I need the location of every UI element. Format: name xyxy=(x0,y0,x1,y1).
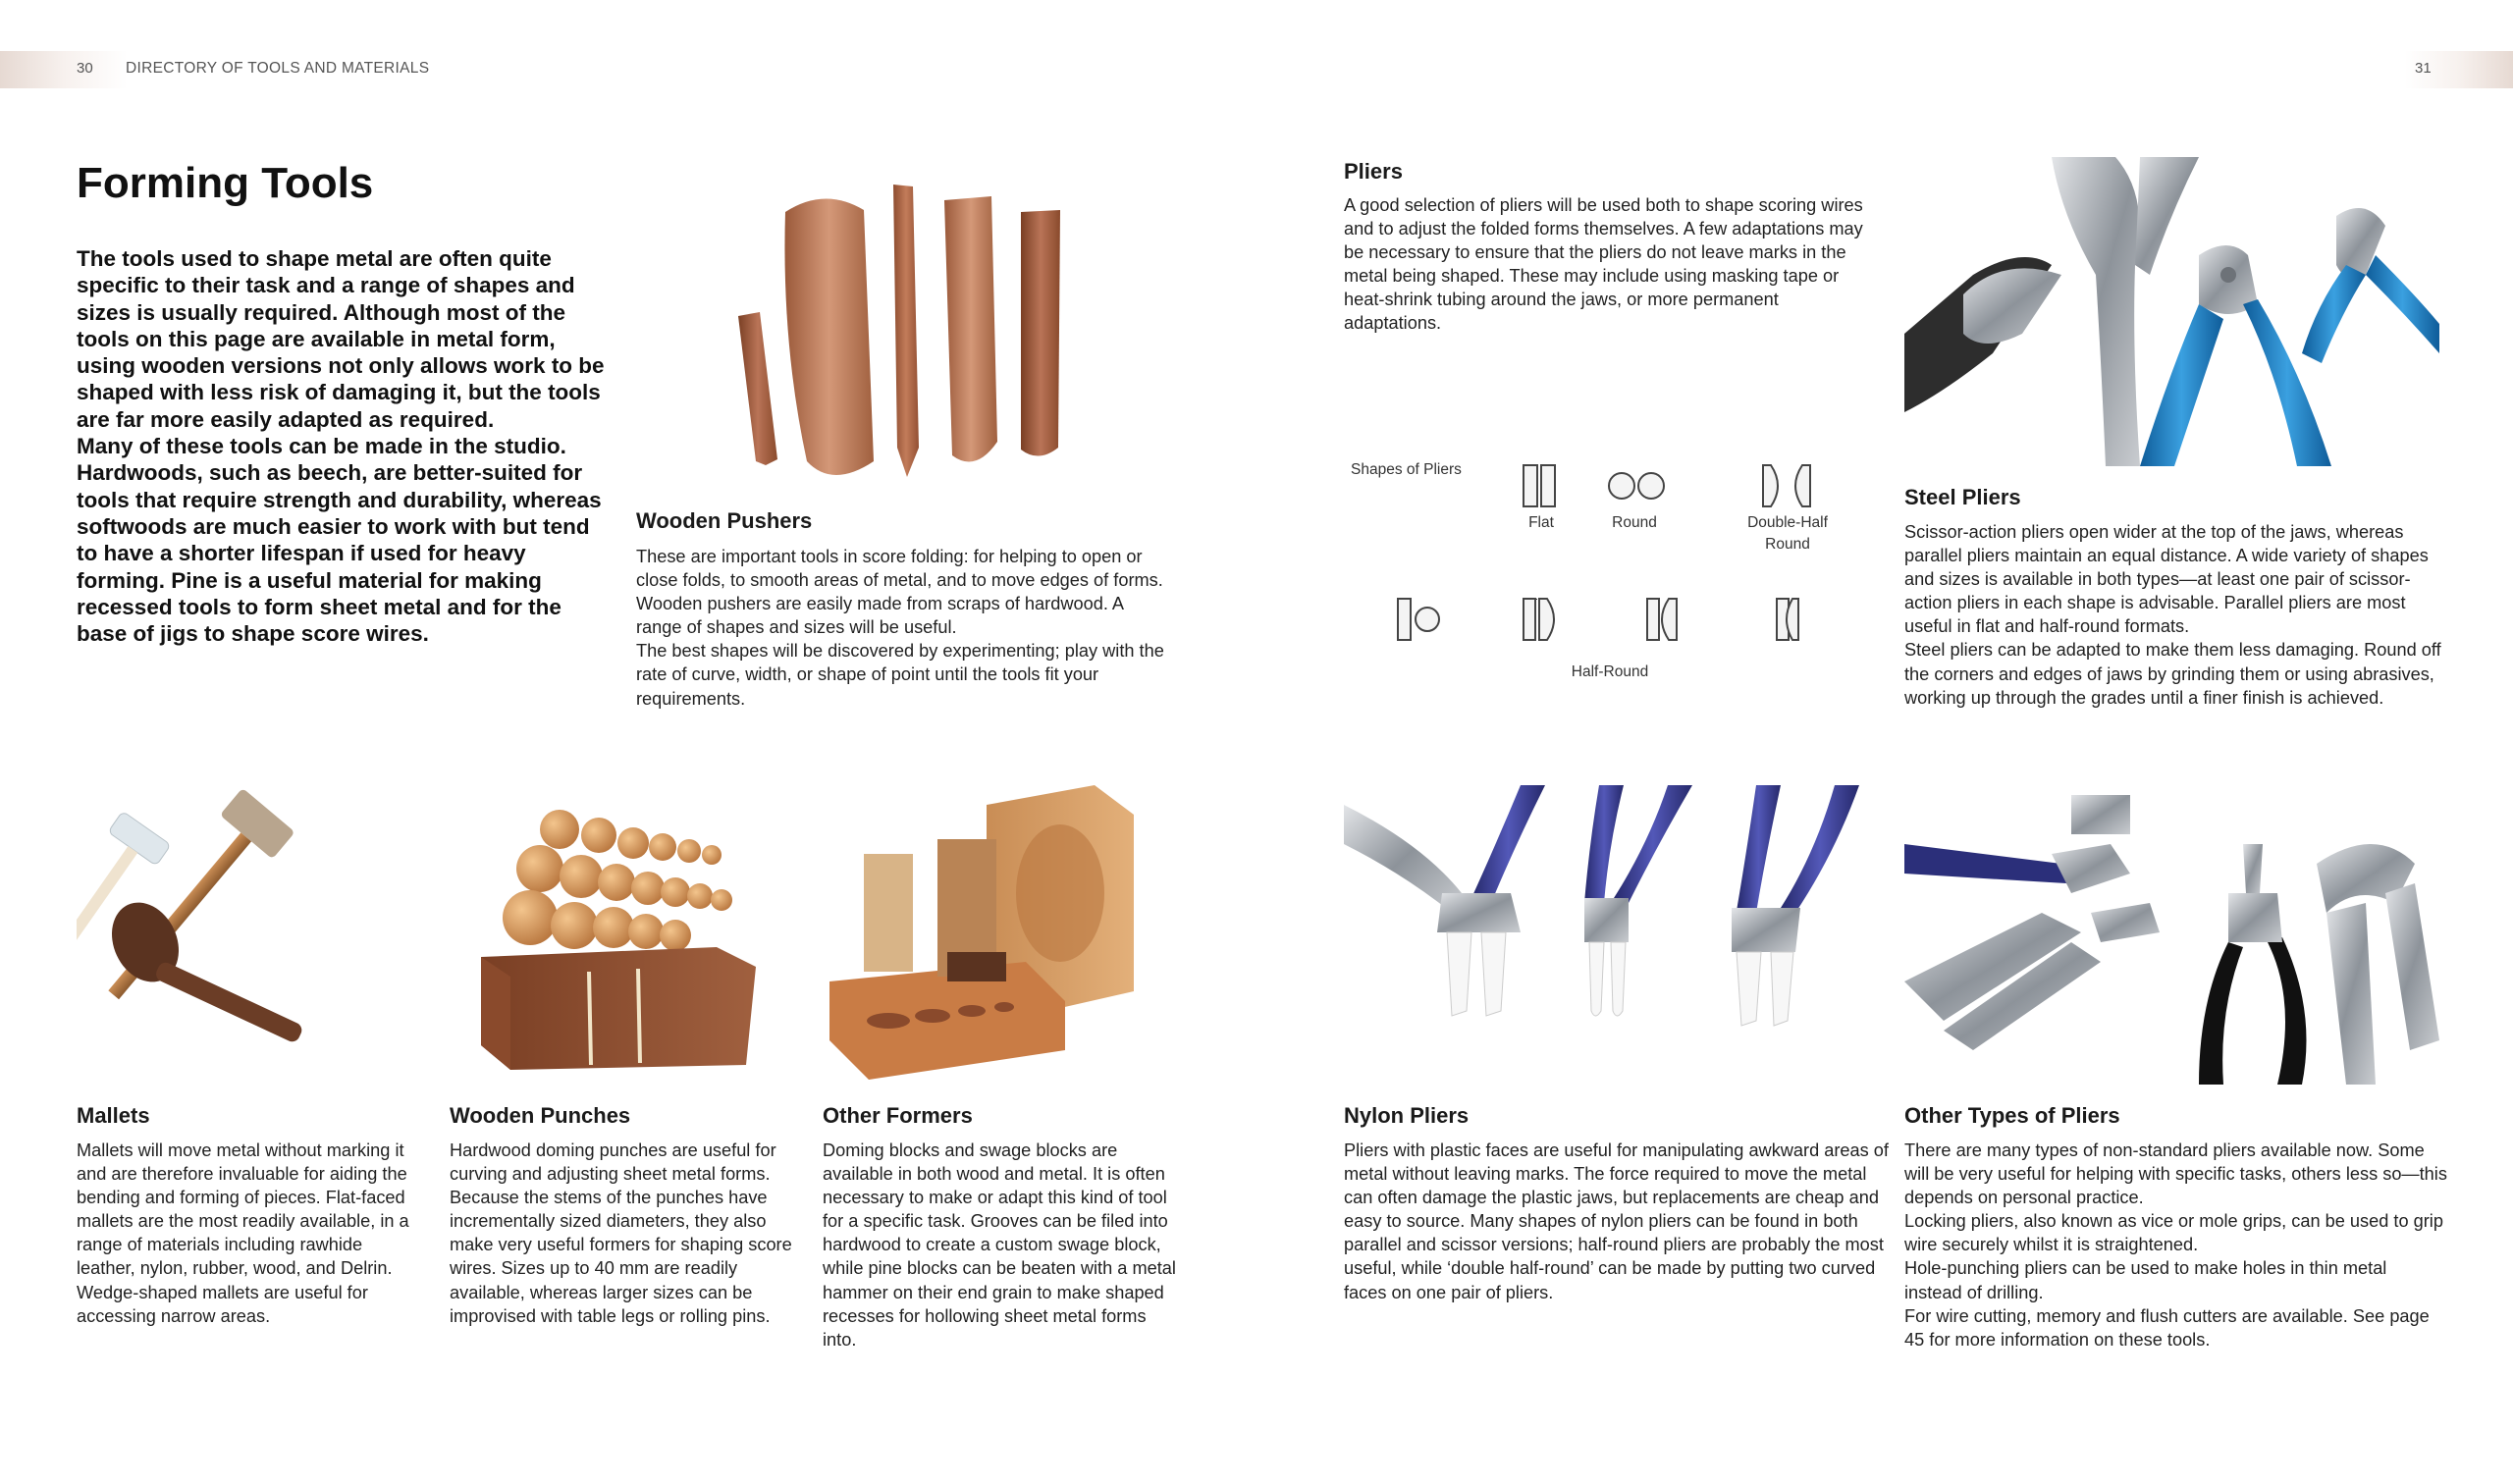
intro-paragraph: The tools used to shape metal are often quite specific to their task and a range of shapes and sizes is usually required. Although most of the tools on this page are available in metal form, using wooden versions not only allows work to be shaped with less risk of damaging it, but the tools are far more easily adapted as required. xyxy=(77,246,605,432)
body-paragraph: Scissor-action pliers open wider at the top of the jaws, whereas parallel pliers maintain an equal distance. A wide variety of shapes and sizes is available in both types—at least one pair of scissor-action pliers in each shape is advisable. Parallel pliers are most useful in flat and half-round formats. xyxy=(1904,522,2429,637)
flat-jaw-right xyxy=(1541,465,1555,506)
left-page-number: 30 xyxy=(77,60,93,77)
wooden-pushers-text xyxy=(636,545,1171,711)
hr1-flat xyxy=(1398,599,1411,640)
round-jaw-left xyxy=(1609,473,1634,499)
right-page-number: 31 xyxy=(2415,60,2432,77)
body-paragraph: Hole-punching pliers can be used to make holes in thin metal instead of drilling. xyxy=(1904,1258,2387,1302)
steel-pliers-photo xyxy=(1904,157,2439,466)
pliers-title: Pliers xyxy=(1344,159,1403,184)
hr2-flat xyxy=(1524,599,1535,640)
wooden-pushers-photo xyxy=(726,177,1080,491)
other-formers-text xyxy=(823,1139,1176,1352)
diagram-heading: Shapes of Pliers xyxy=(1351,461,1462,478)
label-round: Round xyxy=(1612,514,1657,531)
other-pliers-title: Other Types of Pliers xyxy=(1904,1103,2120,1128)
hr3-flat xyxy=(1647,599,1659,640)
steel-pliers-title: Steel Pliers xyxy=(1904,485,2021,509)
dhr-jaw-left xyxy=(1763,465,1778,506)
round-jaw-right xyxy=(1638,473,1664,499)
header-band-left xyxy=(0,51,128,88)
wooden-punches-photo xyxy=(471,800,766,1070)
page-title: Forming Tools xyxy=(77,159,374,207)
nylon-pliers-text xyxy=(1344,1139,1889,1304)
dhr-jaw-right xyxy=(1795,465,1810,506)
mallets-title: Mallets xyxy=(77,1103,150,1128)
label-half-round: Half-Round xyxy=(1571,663,1649,680)
nylon-pliers-title: Nylon Pliers xyxy=(1344,1103,1470,1128)
body-paragraph: The best shapes will be discovered by experimenting; play with the rate of curve, width, or shape of point until the tools fit your requirements. xyxy=(636,641,1164,709)
body-paragraph: Pliers with plastic faces are useful for manipulating awkward areas of metal without leaving marks. The force required to move the metal can often damage the plastic jaws, but replacements are cheap and easy to source. Many shapes of nylon pliers can be found in both parallel and scissor versions; half-round pliers are probably the most useful, while ‘double half-round’ can be made by putting two curved faces on one pair of pliers. xyxy=(1344,1140,1889,1302)
flat-jaw-left xyxy=(1524,465,1537,506)
label-flat: Flat xyxy=(1528,514,1554,531)
other-pliers-text xyxy=(1904,1139,2449,1352)
wooden-punches-text xyxy=(450,1139,803,1328)
other-formers-title: Other Formers xyxy=(823,1103,973,1128)
body-paragraph: For wire cutting, memory and flush cutters are available. See page 45 for more information on these tools. xyxy=(1904,1305,2430,1350)
other-formers-photo xyxy=(829,785,1153,1085)
wooden-punches-title: Wooden Punches xyxy=(450,1103,631,1128)
body-paragraph: Wooden pushers are easily made from scraps of hardwood. A range of shapes and sizes will be useful. xyxy=(636,594,1124,638)
body-paragraph: A good selection of pliers will be used both to shape scoring wires and to adjust the folded forms themselves. A few adaptations may be necessary to ensure that the pliers do not leave marks in the metal being shaped. These may include using masking tape or heat-shrink tubing around the jaws, or more permanent adaptations. xyxy=(1344,195,1863,334)
body-paragraph: Locking pliers, also known as vice or mole grips, can be used to grip wire securely whilst it is straightened. xyxy=(1904,1211,2443,1255)
hr2-half xyxy=(1539,599,1554,640)
body-paragraph: Steel pliers can be adapted to make them less damaging. Round off the corners and edges of jaws by grinding them or using abrasives, working up through the grades until a finer finish is achieved. xyxy=(1904,640,2441,708)
running-head: DIRECTORY OF TOOLS AND MATERIALS xyxy=(126,60,430,77)
label-double-half-round: Double-Half Round xyxy=(1747,514,1828,553)
steel-pliers-text xyxy=(1904,520,2449,710)
body-paragraph: These are important tools in score folding: for helping to open or close folds, to smooth areas of metal, and to move edges of forms. xyxy=(636,547,1163,591)
mallets-photo xyxy=(77,785,430,1080)
body-paragraph: Doming blocks and swage blocks are available in both wood and metal. It is often necessary to make or adapt this kind of tool for a specific task. Grooves can be filed into hardwood to create a custom swage block, while pine blocks can be beaten with a metal hammer on their end grain to make shaped recesses for hollowing sheet metal forms into. xyxy=(823,1140,1176,1350)
intro-text xyxy=(77,245,607,647)
pliers-text xyxy=(1344,193,1879,336)
body-paragraph: Mallets will move metal without marking it and are therefore invaluable for aiding the bending and forming of pieces. Flat-faced mallets are the most readily available, in a range of materials including rawhide leather, nylon, rubber, wood, and Delrin. Wedge-shaped mallets are useful for accessing narrow areas. xyxy=(77,1140,409,1326)
other-pliers-photo xyxy=(1904,785,2439,1085)
hr1-round xyxy=(1416,608,1439,631)
intro-paragraph: Many of these tools can be made in the studio. Hardwoods, such as beech, are better-suited for tools that require strength and durability, whereas softwoods are much easier to work with but tend to have a shorter lifespan if used for heavy forming. Pine is a useful material for making recessed tools to form sheet metal and for the base of jigs to shape score wires. xyxy=(77,434,602,647)
hr3-half xyxy=(1662,599,1677,640)
wooden-pushers-title: Wooden Pushers xyxy=(636,508,813,533)
nylon-pliers-photo xyxy=(1344,785,1869,1045)
body-paragraph: Hardwood doming punches are useful for curving and adjusting sheet metal forms. Because the stems of the punches have incrementally sized diameters, they also make very useful formers for shaping score wires. Sizes up to 40 mm are readily available, whereas larger sizes can be improvised with table legs or rolling pins. xyxy=(450,1140,792,1326)
body-paragraph: There are many types of non-standard pliers available now. Some will be very useful for helping with specific tasks, others less so—this depends on personal practice. xyxy=(1904,1140,2447,1208)
mallets-text xyxy=(77,1139,425,1328)
